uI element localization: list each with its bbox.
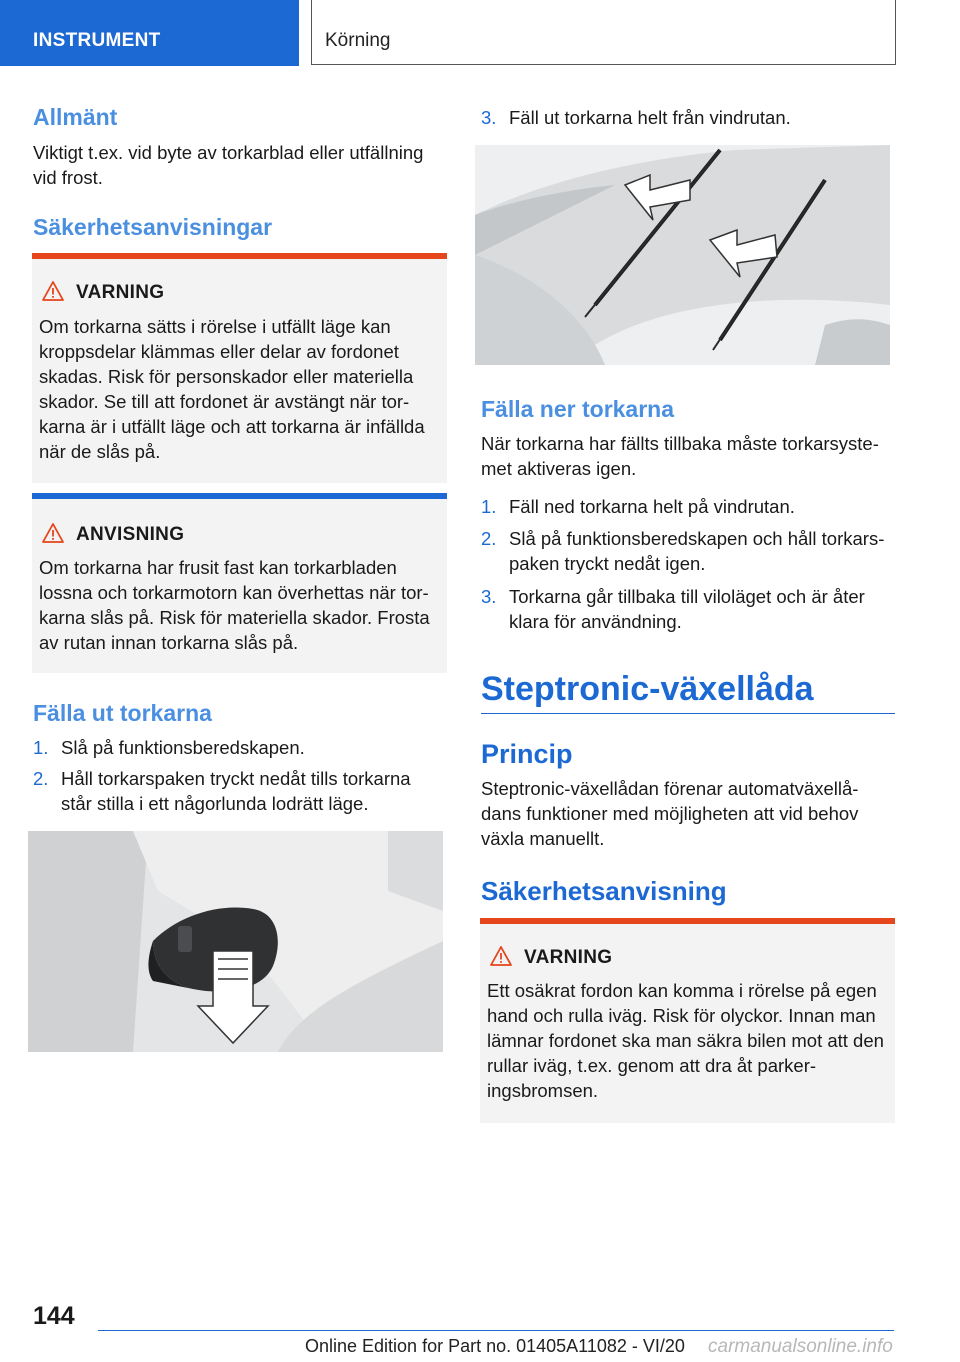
chapter-title: Körning bbox=[325, 30, 391, 51]
step-number: 2. bbox=[33, 768, 49, 789]
fold-heading: Fälla ner torkarna bbox=[481, 396, 675, 422]
step-number: 2. bbox=[481, 528, 497, 549]
step-text: Torkarna går tillbaka till viloläget och är åter klara för användning. bbox=[509, 586, 865, 632]
step-text: Håll torkarspaken tryckt nedåt tills torkarna står stilla i ett någorlunda lodrätt läge. bbox=[61, 768, 411, 814]
principle-text: Steptronic-växellådan förenar automatväxellå- dans funktioner med möjligheten att vid behov växla manuellt. bbox=[481, 778, 859, 849]
list-item bbox=[481, 105, 896, 130]
step-text: Slå på funktionsberedskapen och håll torkars- paken tryckt nedåt igen. bbox=[509, 528, 885, 574]
list-item bbox=[33, 766, 448, 816]
steptronic-heading: Steptronic-växellåda bbox=[481, 670, 814, 708]
list-item bbox=[481, 526, 896, 576]
warning-triangle-icon bbox=[490, 946, 512, 966]
step-number: 1. bbox=[481, 496, 497, 517]
notice-box bbox=[32, 493, 447, 673]
warning-text: Om torkarna sätts i rörelse i utfällt läge kan kroppsdelar klämmas eller delar av fordonet skadas. Risk för personskador eller materiella skador. Se till att fordonet är avstängt när tor- karna är i utfällt läge och att torkarna är infällda när de slås på. bbox=[39, 316, 425, 462]
heading-rule bbox=[481, 713, 895, 714]
warning-text: Ett osäkrat fordon kan komma i rörelse på egen hand och rulla iväg. Risk för olyckor. Innan man lämnar fordonet ska man säkra bilen mot att den rullar iväg, t.ex. genom att dra åt parker- ingsbromsen. bbox=[487, 980, 884, 1101]
step-number: 1. bbox=[33, 737, 49, 758]
step-number: 3. bbox=[481, 586, 497, 607]
safety-heading-right: Säkerhetsanvisning bbox=[481, 876, 727, 906]
fold-text: När torkarna har fällts tillbaka måste torkarsyste- met aktiveras igen. bbox=[481, 433, 879, 479]
list-item bbox=[33, 735, 448, 760]
notice-bar bbox=[32, 493, 447, 499]
safety-heading: Säkerhetsanvisningar bbox=[33, 214, 273, 240]
wiper-stalk-illustration bbox=[28, 831, 443, 1052]
step-text: Fäll ut torkarna helt från vindrutan. bbox=[509, 107, 791, 128]
watermark: carmanualsonline.info bbox=[708, 1336, 893, 1357]
page-number: 144 bbox=[33, 1302, 75, 1330]
notice-triangle-icon bbox=[42, 523, 64, 543]
warning-box-right bbox=[480, 918, 895, 1123]
general-heading: Allmänt bbox=[33, 104, 118, 130]
warning-triangle-icon bbox=[42, 281, 64, 301]
chapter-tab bbox=[311, 0, 896, 65]
list-item bbox=[481, 494, 896, 519]
footer-edition: Online Edition for Part no. 01405A11082 - VI/20 bbox=[305, 1336, 685, 1356]
footer-rule bbox=[98, 1330, 894, 1331]
windshield-wipers-illustration bbox=[475, 145, 890, 365]
section-title: INSTRUMENT bbox=[33, 30, 161, 51]
section-tab bbox=[0, 0, 299, 66]
notice-title: ANVISNING bbox=[76, 524, 185, 545]
notice-text: Om torkarna har frusit fast kan torkarbladen lossna och torkarmotorn kan överhettas när tor- karna slås på. Risk för materiella skador. Frosta av rutan innan torkarna slås på. bbox=[39, 557, 430, 653]
step-text: Fäll ned torkarna helt på vindrutan. bbox=[509, 496, 795, 517]
warning-bar bbox=[32, 253, 447, 259]
step-text: Slå på funktionsberedskapen. bbox=[61, 737, 305, 758]
warning-box bbox=[32, 253, 447, 483]
step-number: 3. bbox=[481, 107, 497, 128]
warning-bar bbox=[480, 918, 895, 924]
general-text: Viktigt t.ex. vid byte av torkarblad eller utfällning vid frost. bbox=[33, 142, 424, 188]
list-item bbox=[481, 584, 896, 634]
warning-title: VARNING bbox=[524, 947, 613, 968]
unfold-heading: Fälla ut torkarna bbox=[33, 700, 212, 726]
warning-title: VARNING bbox=[76, 282, 165, 303]
principle-heading: Princip bbox=[481, 739, 573, 769]
